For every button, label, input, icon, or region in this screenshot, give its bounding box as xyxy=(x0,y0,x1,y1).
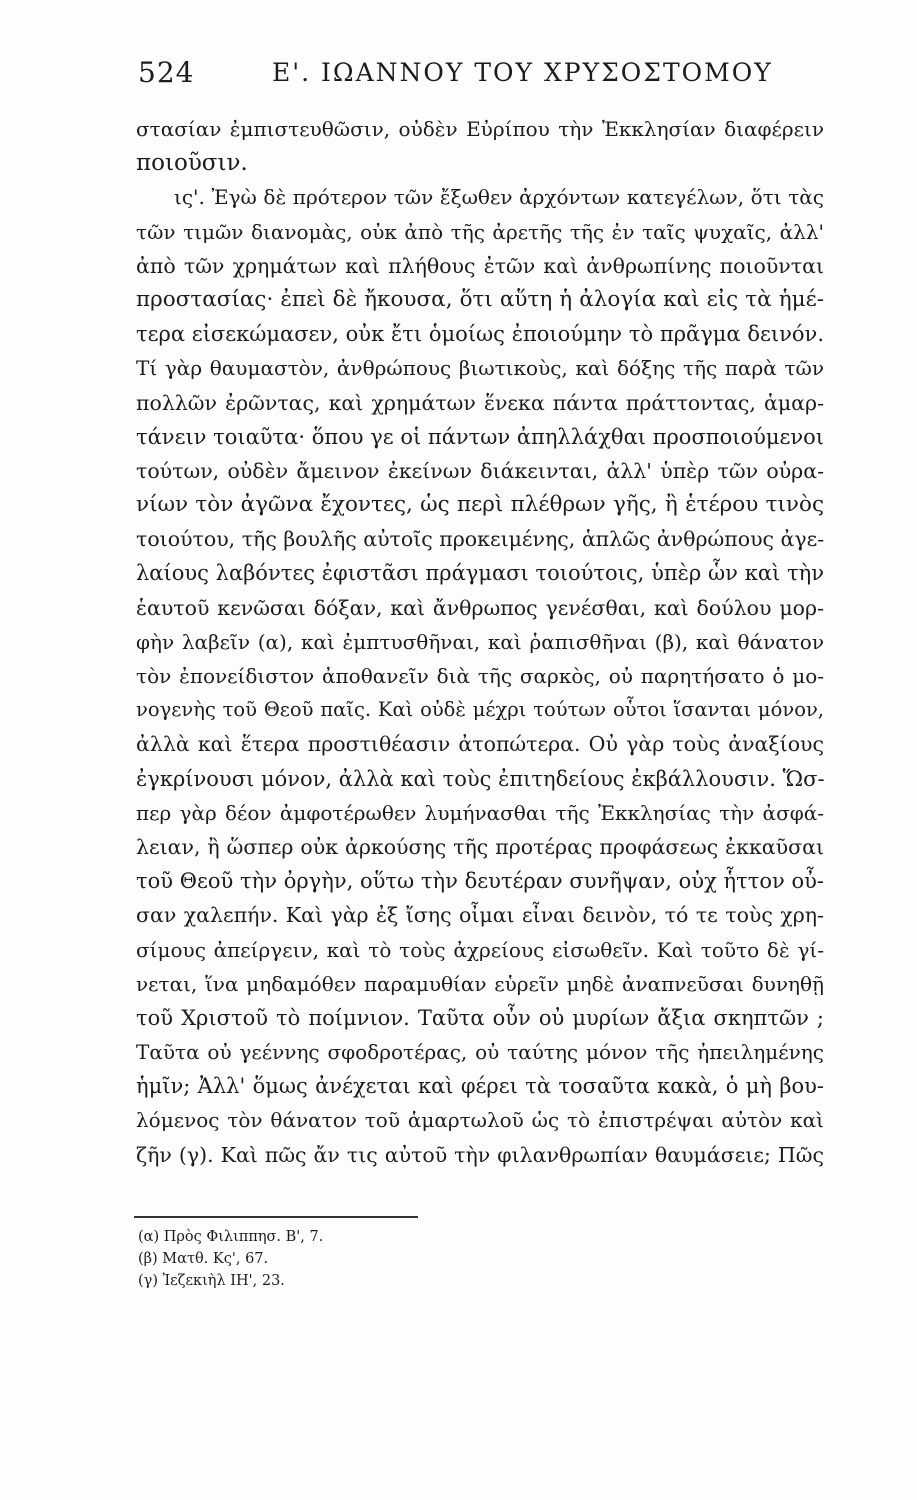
footnote: (γ) Ἰεζεκιὴλ ΙΗ', 23. xyxy=(138,1273,285,1289)
text-line: τῶν τιμῶν διανομὰς, οὐκ ἀπὸ τῆς ἀρετῆς τῆς ἐν ταῖς ψυχαῖς, ἀλλ' xyxy=(136,219,824,244)
text-line: ἀπὸ τῶν χρημάτων καὶ πλήθους ἐτῶν καὶ ἀνθρωπίνης ποιοῦνται xyxy=(136,253,824,278)
text-line: τερα εἰσεκώμασεν, οὐκ ἔτι ὁμοίως ἐποιούμην τὸ πρᾶγμα δεινόν. xyxy=(136,322,824,347)
running-title: Ε'. ΙΩΑΝΝΟΥ ΤΟΥ ΧΡΥΣΟΣΤΟΜΟΥ xyxy=(272,58,773,87)
text-line: νογενὴς τοῦ Θεοῦ παῖς. Καὶ οὐδὲ μέχρι τούτων οὗτοι ἵσανται μόνον, xyxy=(136,698,824,722)
text-line: πολλῶν ἐρῶντας, καὶ χρημάτων ἕνεκα πάντα πράττοντας, ἁμαρ- xyxy=(136,390,824,415)
footnote: (β) Ματθ. Κς', 67. xyxy=(138,1251,269,1267)
text-line: λαίους λαβόντες ἐφιστᾶσι πράγμασι τοιούτοις, ὑπὲρ ὧν καὶ τὴν xyxy=(136,561,824,586)
text-line: Τί γὰρ θαυμαστὸν, ἀνθρώπους βιωτικοὺς, καὶ δόξης τῆς παρὰ τῶν xyxy=(136,356,824,381)
text-line: ἑαυτοῦ κενῶσαι δόξαν, καὶ ἄνθρωπος γενέσθαι, καὶ δούλου μορ- xyxy=(136,595,824,620)
text-line: τούτων, οὐδὲν ἄμεινον ἐκείνων διάκεινται, ἀλλ' ὑπὲρ τῶν οὐρα- xyxy=(136,458,824,483)
text-line: στασίαν ἐμπιστευθῶσιν, οὐδὲν Εὐρίπου τὴν Ἐκκλησίαν διαφέρειν xyxy=(136,117,824,141)
text-line: προστασίας· ἐπεὶ δὲ ἤκουσα, ὅτι αὕτη ἡ ἀλογία καὶ εἰς τὰ ἡμέ- xyxy=(136,286,824,312)
text-line: τοιούτου, τῆς βουλῆς αὐτοῖς προκειμένης, ἁπλῶς ἀνθρώπους ἀγε- xyxy=(136,527,825,552)
text-line: ἡμῖν; Ἀλλ' ὅμως ἀνέχεται καὶ φέρει τὰ τοσαῦτα κακὰ, ὁ μὴ βου- xyxy=(136,1074,824,1099)
page-number: 524 xyxy=(138,56,195,89)
text-line: περ γὰρ δέον ἀμφοτέρωθεν λυμήνασθαι τῆς Ἐκκλησίας τὴν ἀσφά- xyxy=(136,800,824,825)
text-line: τάνειν τοιαῦτα· ὅπου γε οἱ πάντων ἀπηλλάχθαι προσποιούμενοι xyxy=(136,424,825,449)
footnote: (α) Πρὸς Φιλιππησ. Β', 7. xyxy=(138,1229,324,1245)
text-line: τὸν ἐπονείδιστον ἀποθανεῖν διὰ τῆς σαρκὸς, οὐ παρητήσατο ὁ μο- xyxy=(136,664,824,688)
page-header xyxy=(138,56,818,96)
text-line: ζῆν (γ). Καὶ πῶς ἄν τις αὐτοῦ τὴν φιλανθρωπίαν θαυμάσειε; Πῶς xyxy=(136,1142,824,1167)
text-line: Ταῦτα οὐ γεέννης σφοδροτέρας, οὐ ταύτης μόνον τῆς ἠπειλημένης xyxy=(136,1040,824,1065)
text-line: λόμενος τὸν θάνατον τοῦ ἁμαρτωλοῦ ὡς τὸ ἐπιστρέψαι αὐτὸν καὶ xyxy=(136,1108,824,1133)
text-line: σίμους ἀπείργειν, καὶ τὸ τοὺς ἀχρείους εἰσωθεῖν. Καὶ τοῦτο δὲ γί- xyxy=(136,937,824,962)
text-line: τοῦ Χριστοῦ τὸ ποίμνιον. Ταῦτα οὖν οὐ μυρίων ἄξια σκηπτῶν ; xyxy=(136,1005,824,1030)
footnote-divider xyxy=(134,1216,418,1218)
text-line: νεται, ἵνα μηδαμόθεν παραμυθίαν εὑρεῖν μηδὲ ἀναπνεῦσαι δυνηθῇ xyxy=(136,971,824,996)
text-line: ποιοῦσιν. xyxy=(136,150,248,177)
text-line: φὴν λαβεῖν (α), καὶ ἐμπτυσθῆναι, καὶ ῥαπισθῆναι (β), καὶ θάνατον xyxy=(136,629,824,654)
body-text xyxy=(136,112,824,1172)
text-line: νίων τὸν ἀγῶνα ἔχοντες, ὡς περὶ πλέθρων γῆς, ἢ ἑτέρου τινὸς xyxy=(136,492,824,518)
text-line: τοῦ Θεοῦ τὴν ὀργὴν, οὕτω τὴν δευτέραν συνῆψαν, οὐχ ἧττον οὖ- xyxy=(136,869,824,894)
text-line: λειαν, ἢ ὥσπερ οὐκ ἀρκούσης τῆς προτέρας προφάσεως ἐκκαῦσαι xyxy=(136,834,824,859)
section-start-line: ις'. Ἐγὼ δὲ πρότερον τῶν ἔξωθεν ἀρχόντων κατεγέλων, ὅτι τὰς xyxy=(174,185,824,210)
text-line: ἐγκρίνουσι μόνον, ἀλλὰ καὶ τοὺς ἐπιτηδείους ἐκβάλλουσιν. Ὥσ- xyxy=(136,766,825,791)
text-line: σαν χαλεπήν. Καὶ γὰρ ἐξ ἴσης οἶμαι εἶναι δεινὸν, τό τε τοὺς χρη- xyxy=(136,903,824,928)
text-line: ἀλλὰ καὶ ἕτερα προστιθέασιν ἀτοπώτερα. Οὐ γὰρ τοὺς ἀναξίους xyxy=(136,732,824,757)
footnotes xyxy=(138,1226,538,1292)
